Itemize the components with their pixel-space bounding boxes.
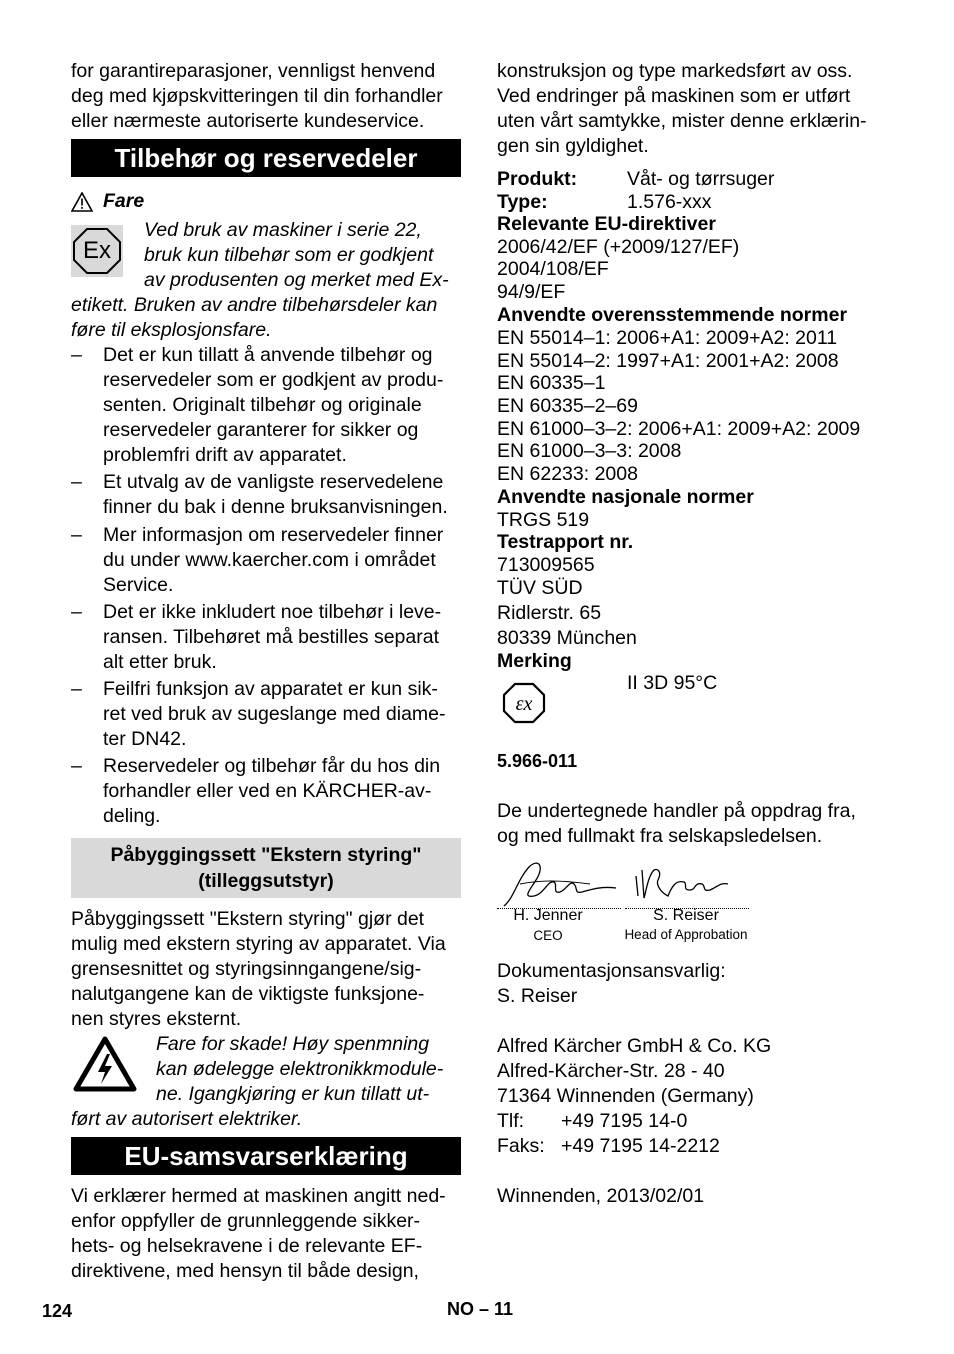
document-number: 5.966-011	[497, 751, 578, 771]
subsection-heading-line: (tilleggsutstyr)	[198, 870, 334, 892]
place-date: Winnenden, 2013/02/01	[497, 1185, 705, 1207]
text-line: føre til eksplosjonsfare.	[71, 319, 272, 341]
text-line: grensesnittet og styringsinngangene/sig-	[71, 958, 422, 980]
text-line: gen sin gyldighet.	[497, 135, 649, 157]
signatory-title-jenner: CEO	[533, 928, 563, 943]
text-line: ransen. Tilbehøret må bestilles separat	[103, 626, 439, 648]
page-label: NO – 11	[447, 1299, 514, 1319]
national-norm-item: TRGS 519	[497, 509, 590, 531]
marking-value: II 3D 95°C	[627, 672, 718, 694]
eu-declaration-paragraph	[71, 1184, 461, 1284]
page-number: 124	[42, 1301, 73, 1321]
intro-paragraph-right	[497, 59, 897, 159]
text-line: Påbyggingssett "Ekstern styring" gjør det	[71, 908, 425, 930]
norm-item: EN 55014–1: 2006+A1: 2009+A2: 2011	[497, 327, 838, 349]
list-dash: –	[71, 678, 82, 700]
fax-label: Faks:	[497, 1135, 545, 1157]
text-line: hets- og helsekravene i de relevante EF-	[71, 1235, 423, 1257]
list-dash: –	[71, 755, 82, 777]
ex-warning-text-cont	[71, 293, 461, 343]
text-line: alt etter bruk.	[103, 651, 217, 673]
signatories-paragraph	[497, 799, 897, 849]
test-report-label: Testrapport nr.	[497, 531, 634, 553]
norm-item: EN 61000–3–3: 2008	[497, 440, 682, 462]
text-line: av produsenten og merket med Ex-	[144, 269, 449, 291]
text-line: forhandler eller ved en KÄRCHER-av-	[103, 780, 432, 802]
ex-icon	[71, 225, 123, 277]
phone-value: +49 7195 14-0	[561, 1110, 688, 1132]
text-line: og med fullmakt fra selskapsledelsen.	[497, 825, 823, 847]
signature-jenner-icon	[500, 858, 620, 910]
text-line: Vi erklærer hermed at maskinen angitt ned-	[71, 1185, 446, 1207]
text-line: nalutgangene kan de viktigste funksjone-	[71, 983, 425, 1005]
national-norms-label: Anvendte nasjonale normer	[497, 486, 754, 508]
product-value: Våt- og tørrsuger	[627, 168, 775, 190]
voltage-warning-text-cont	[71, 1107, 461, 1132]
doc-responsible-label: Dokumentasjonsansvarlig:	[497, 960, 726, 982]
text-line: ne. Igangkjøring er kun tillatt ut-	[156, 1083, 430, 1105]
norms-label: Anvendte overensstemmende normer	[497, 304, 848, 326]
company-address	[497, 1034, 897, 1109]
text-line: uten vårt samtykke, mister denne erklærin-	[497, 110, 867, 132]
warning-triangle-icon	[71, 192, 93, 212]
ex-warning-text	[144, 218, 464, 293]
text-line: Alfred-Kärcher-Str. 28 - 40	[497, 1060, 725, 1082]
type-label: Type:	[497, 191, 548, 213]
list-dash: –	[71, 524, 82, 546]
phone-label: Tlf:	[497, 1110, 525, 1132]
text-line: ført av autorisert elektriker.	[71, 1108, 303, 1130]
text-line: deg med kjøpskvitteringen til din forhandler	[71, 85, 443, 107]
text-line: ret ved bruk av sugeslange med diame-	[103, 703, 446, 725]
text-line: problemfri drift av apparatet.	[103, 444, 347, 466]
text-line: De undertegnede handler på oppdrag fra,	[497, 800, 856, 822]
ex-icon-label: Ex	[82, 237, 111, 264]
text-line: ter DN42.	[103, 728, 187, 750]
text-line: enfor oppfyller de grunnleggende sikker-	[71, 1210, 421, 1232]
text-line: finner du bak i denne bruksanvisningen.	[103, 496, 448, 518]
external-control-paragraph	[71, 907, 461, 1032]
norm-item: EN 61000–3–2: 2006+A1: 2009+A2: 2009	[497, 418, 861, 440]
test-report-line: Ridlerstr. 65	[497, 602, 602, 624]
text-line: konstruksjon og type markedsført av oss.	[497, 60, 853, 82]
test-report-line: 713009565	[497, 554, 595, 576]
text-line: nen styres eksternt.	[71, 1008, 242, 1030]
text-line: Alfred Kärcher GmbH & Co. KG	[497, 1035, 772, 1057]
doc-responsible-name: S. Reiser	[497, 985, 578, 1007]
test-report-line: 80339 München	[497, 627, 637, 649]
text-line: Reservedeler og tilbehør får du hos din	[103, 755, 441, 777]
text-line: Ved endringer på maskinen som er utført	[497, 85, 851, 107]
type-value: 1.576-xxx	[627, 191, 712, 213]
text-line: bruk kun tilbehør som er godkjent	[144, 244, 434, 266]
norm-item: EN 60335–2–69	[497, 395, 638, 417]
section-heading-accessories: Tilbehør og reservedeler	[71, 139, 461, 177]
text-line: reservedeler som er godkjent av produ-	[103, 369, 444, 391]
fax-value: +49 7195 14-2212	[561, 1135, 720, 1157]
voltage-warning-text	[156, 1032, 466, 1107]
text-line: Det er ikke inkludert noe tilbehør i leve-	[103, 601, 442, 623]
product-row	[497, 167, 577, 192]
list-dash: –	[71, 601, 82, 623]
directive-item: 2006/42/EF (+2009/127/EF)	[497, 236, 740, 258]
section-heading-eu-declaration: EU-samsvarserklæring	[71, 1137, 461, 1175]
high-voltage-icon	[73, 1036, 137, 1092]
danger-label-row	[71, 189, 144, 214]
text-line: direktivene, med hensyn til både design,	[71, 1260, 419, 1282]
subsection-heading-line: Påbyggingssett "Ekstern styring"	[110, 844, 422, 866]
subsection-heading-external-control	[71, 838, 461, 898]
text-line: Mer informasjon om reservedeler finner	[103, 524, 444, 546]
text-line: mulig med ekstern styring av apparatet. Via	[71, 933, 446, 955]
text-line: senten. Originalt tilbehør og originale	[103, 394, 422, 416]
text-line: eller nærmeste autoriserte kundeservice.	[71, 110, 425, 132]
norm-item: EN 62233: 2008	[497, 463, 638, 485]
signatory-title-reiser: Head of Approbation	[624, 927, 748, 942]
product-label: Produkt:	[497, 168, 578, 190]
text-line: Ved bruk av maskiner i serie 22,	[144, 219, 422, 241]
text-line: for garantireparasjoner, vennligst henvend	[71, 60, 436, 82]
intro-paragraph	[71, 59, 461, 134]
text-line: kan ødelegge elektronikkmodule-	[156, 1058, 444, 1080]
signatory-name-jenner: H. Jenner	[513, 907, 583, 924]
list-dash: –	[71, 344, 82, 366]
list-dash: –	[71, 471, 82, 493]
text-line: du under www.kaercher.com i området	[103, 549, 436, 571]
ex-marking-icon	[502, 682, 546, 724]
directives-label: Relevante EU-direktiver	[497, 213, 716, 235]
text-line: Service.	[103, 574, 174, 596]
directive-item: 2004/108/EF	[497, 258, 609, 280]
text-line: reservedeler garanterer for sikker og	[103, 419, 419, 441]
text-line: Fare for skade! Høy spenmning	[156, 1033, 430, 1055]
test-report-line: TÜV SÜD	[497, 577, 583, 599]
norm-item: EN 60335–1	[497, 372, 606, 394]
documentation-responsible	[497, 959, 897, 1009]
text-line: etikett. Bruken av andre tilbehørsdeler kan	[71, 294, 438, 316]
text-line: 71364 Winnenden (Germany)	[497, 1085, 754, 1107]
signatory-name-reiser: S. Reiser	[653, 907, 719, 924]
danger-label: Fare	[103, 190, 145, 212]
norm-item: EN 55014–2: 1997+A1: 2001+A2: 2008	[497, 350, 839, 372]
signature-reiser-icon	[632, 862, 732, 906]
directive-item: 94/9/EF	[497, 281, 566, 303]
text-line: Et utvalg av de vanligste reservedelene	[103, 471, 444, 493]
marking-label: Merking	[497, 650, 572, 672]
text-line: Det er kun tillatt å anvende tilbehør og	[103, 344, 433, 366]
text-line: Feilfri funksjon av apparatet er kun sik-	[103, 678, 438, 700]
text-line: deling.	[103, 805, 161, 827]
svg-text:εx: εx	[515, 693, 533, 715]
